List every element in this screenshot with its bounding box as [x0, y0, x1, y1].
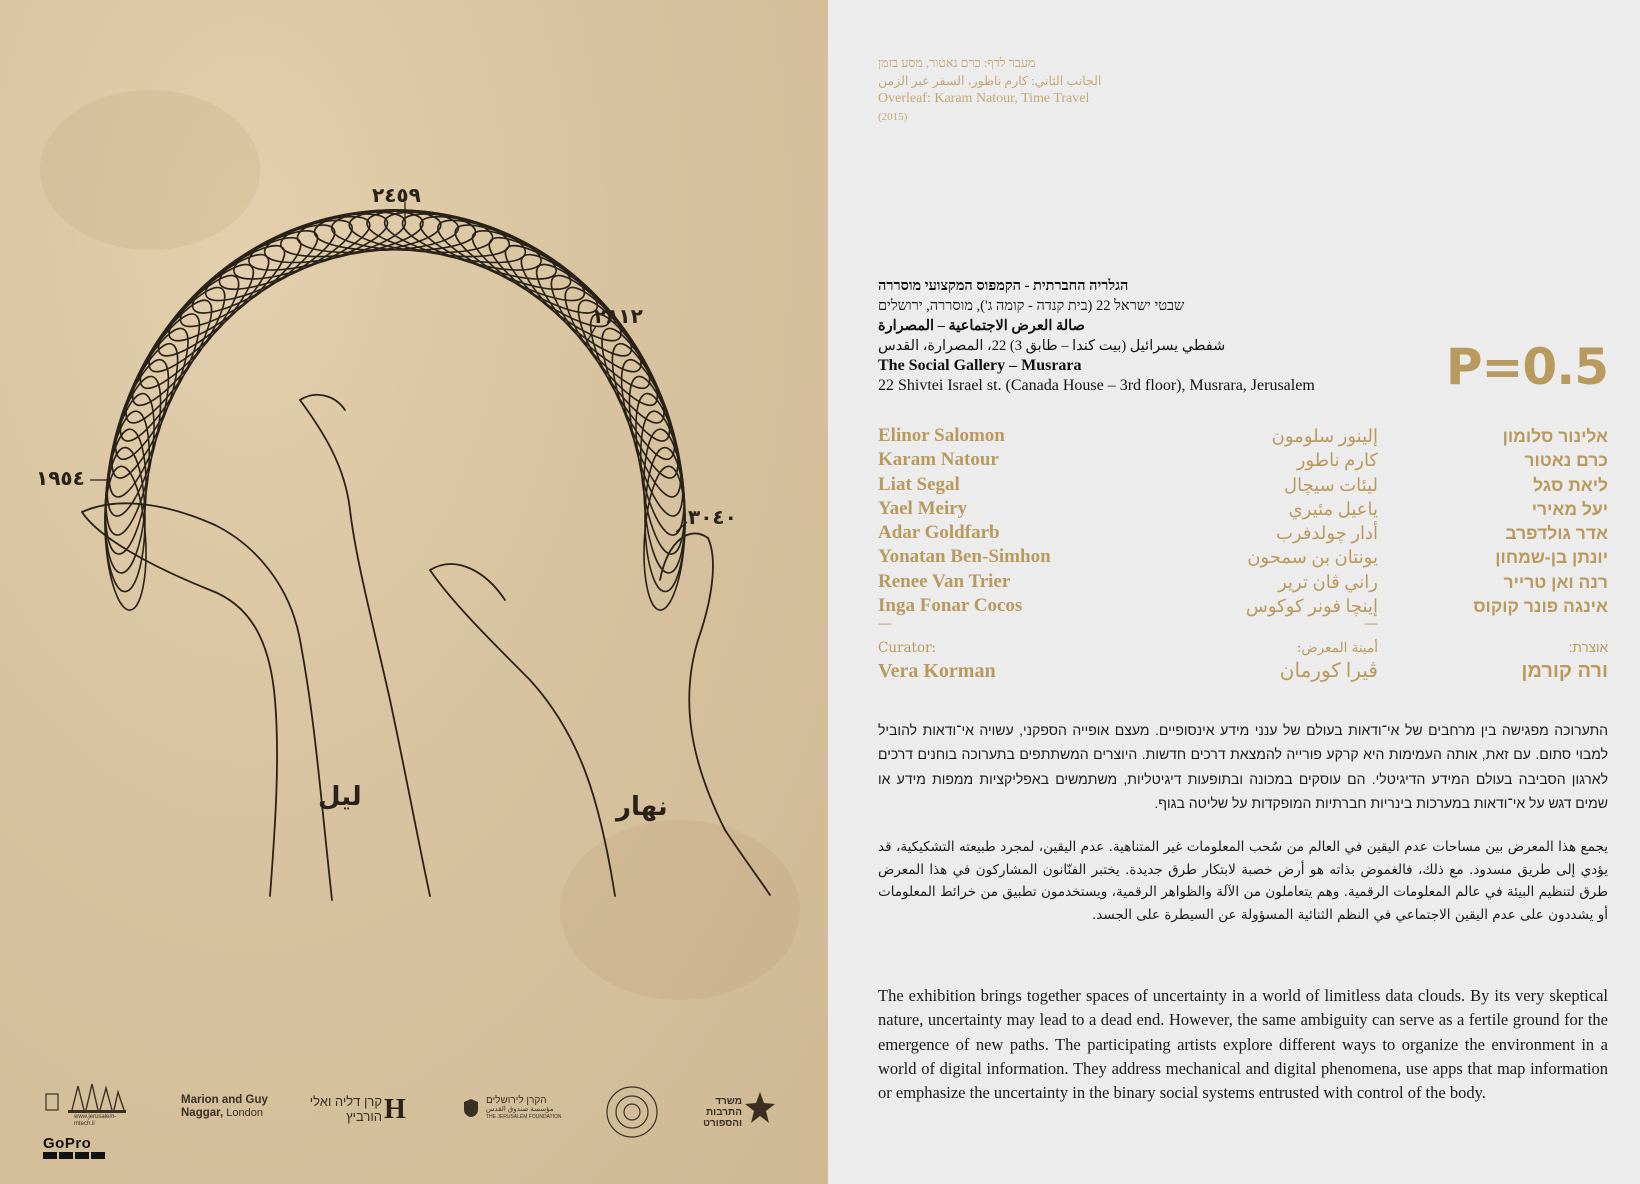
- label-right-upper: ٢٨١٢: [594, 304, 643, 328]
- slinky-coil: [113, 290, 225, 432]
- artist-he: יונתן בן-שמחון: [1495, 547, 1608, 568]
- artists-ar: [1188, 424, 1378, 684]
- gopro-bar-icon: [43, 1152, 105, 1159]
- artist-en: Karam Natour: [878, 449, 999, 471]
- slinky-coil: [147, 242, 281, 368]
- slinky-coil: [96, 371, 171, 520]
- artist-en: Elinor Salomon: [878, 425, 1005, 446]
- slinky-coil: [183, 217, 327, 326]
- sponsor-ministry-line2: התרבות: [706, 1107, 742, 1118]
- slinky-coil: [170, 225, 311, 340]
- curator-label-en: Curator:: [878, 640, 937, 657]
- sponsor-naggar-line1: Marion and Guy: [181, 1094, 268, 1106]
- description-he: התערוכה מפגישה בין מרחבים של אי־ודאות בעולם של ענני מידע אינסופיים. מעצם אופייה הספקני, עשויה אי־ודאות להוביל למבוי סתום. עם זאת, אותה העמימות היא קרקע פורייה להמצאת דרכים חדשות. היוצרים המשתתפים בתערוכה בוחנים דרכים לארגון הסביבה בעולם המידע הדיגיטלי. הם עוסקים במכונה ובתופעות דיגיטליות, משתמשים באפליקציות ממפות מידע או שמים דגש על אי־ודאות במערכות בינריות חברתיות המופקדות על שליטה בגוף.: [878, 722, 1608, 811]
- overleaf-ar: الجانب الثاني: كارم ناطور، السفر عبر الزمن: [878, 74, 1102, 88]
- foundation-seal-icon: [604, 1084, 660, 1140]
- divider: —: [1364, 616, 1378, 633]
- gopro-logo: GoPro: [43, 1135, 92, 1152]
- label-top: ٢٤٥٩: [372, 183, 421, 207]
- sponsor-ministry-line1: משרד: [715, 1096, 742, 1107]
- artist-ar: ياعيل مئيري: [1288, 498, 1378, 519]
- sponsor-horvitz: [308, 1094, 382, 1124]
- label-left: ١٩٥٤: [36, 466, 85, 490]
- curator-name-ar: ڤيرا كورمان: [1279, 660, 1378, 683]
- venue-block: [878, 276, 1418, 396]
- artists-block: [878, 424, 1608, 704]
- sponsor-jf-he: הקרן לירושלים: [486, 1095, 547, 1106]
- curator-label-he: אוצרת:: [1568, 640, 1608, 656]
- venue-he-name: הגלריה החברתית - הקמפוס המקצועי מוסררה: [878, 278, 1129, 294]
- artist-he: רנה ואן טרייר: [1503, 571, 1608, 592]
- artist-en: Yonatan Ben-Simhon: [878, 546, 1051, 568]
- slinky-coil: [627, 390, 694, 539]
- municipality-logo: [44, 1080, 134, 1127]
- overleaf-en: Overleaf: Karam Natour, Time Travel: [878, 91, 1090, 106]
- artists-en: [878, 424, 1138, 684]
- label-leaders: [90, 202, 687, 532]
- artist-ar: يونتان بن سمحون: [1247, 547, 1378, 568]
- sponsor-site: www.jerusalem-mtech.il: [74, 1114, 117, 1127]
- overleaf-caption: [878, 54, 1178, 126]
- artist-ar: راني ڤان ترير: [1278, 571, 1378, 592]
- curator-name-he: ורה קורמן: [1521, 660, 1608, 683]
- slinky-coil: [158, 233, 296, 354]
- artist-ar: كارم ناطور: [1296, 450, 1378, 471]
- sponsor-jf-ar: مؤسسة صندوق القدس: [486, 1106, 554, 1113]
- venue-en-address: 22 Shivtei Israel st. (Canada House – 3rd floor), Musrara, Jerusalem: [878, 377, 1315, 394]
- venue-ar-name: صالة العرض الاجتماعية – المصرارة: [878, 318, 1085, 334]
- artist-he: יעל מאירי: [1531, 498, 1608, 519]
- divider-spacer: [1418, 618, 1608, 632]
- artist-ar: إينچا فونر كوكوس: [1245, 596, 1378, 617]
- slinky-coil: [494, 233, 632, 354]
- slinky-coil: [539, 264, 663, 400]
- artist-en: Adar Goldfarb: [878, 522, 1000, 544]
- venue-ar-address: شفطي يسرائيل (بيت كندا – طابق 3) 22، المصرارة، القدس: [878, 338, 1226, 354]
- artist-he: אדר גולדפרב: [1505, 523, 1608, 544]
- overleaf-year: (2015): [878, 111, 908, 123]
- curator-label-ar: أمينة المعرض:: [1296, 640, 1378, 657]
- label-day: نهار: [616, 792, 668, 822]
- slinky-coil: [430, 207, 578, 302]
- info-panel: [828, 0, 1640, 1184]
- jerusalem-foundation-icon: [462, 1098, 480, 1118]
- slinky-coil: [414, 204, 563, 291]
- ministry-star-icon: [744, 1090, 776, 1126]
- venue-he-address: שבטי ישראל 22 (בית קנדה - קומה ג'), מוסררה, ירושלים: [878, 298, 1185, 314]
- description-ar: يجمع هذا المعرض بين مساحات عدم اليقين في العالم من سُحب المعلومات غير المتناهية. عدم اليقين، لمجرد طبيعته التشكيكية، قد يؤدي إلى طريق مسدود. مع ذلك، فالغموض بذاته هو أرض خصبة لابتكار طرق جديدة. يختبر الفنّانون المشاركون في هذا المعرض طرق لتنظيم البيئة في عالم المعلومات الرقمية. وهم يتعاملون من الآلة والظواهر الرقمية، ويستخدمون تطبيق من خرائط المعلومات أو يشددون على عدم اليقين الاجتماعي في النظم الثنائية المسؤولة عن السيطرة على الجسد.: [878, 839, 1608, 923]
- jerusalem-foundation-logo: [462, 1096, 562, 1124]
- artist-he: אינגה פונר קוקוס: [1473, 596, 1608, 617]
- slinky-coil: [128, 264, 252, 400]
- artist-en: Renee Van Trier: [878, 570, 1011, 592]
- sponsor-horvitz-line1: קרן דליה ואלי: [309, 1094, 382, 1109]
- slinky-coil: [197, 212, 343, 314]
- sponsor-horvitz-line2: הורביץ: [346, 1109, 382, 1124]
- artist-he: ליאת סגל: [1533, 474, 1608, 495]
- artist-ar: إلينور سلومون: [1271, 426, 1378, 446]
- label-right: ٣٠٤٠: [688, 505, 737, 529]
- overleaf-he: מעבר לדף: כרם נאטור, מסע בזמן: [878, 56, 1036, 70]
- artist-en: Yael Meiry: [878, 497, 968, 519]
- exhibition-title: P=0.5: [1445, 338, 1608, 396]
- slinky-coil: [364, 202, 513, 265]
- hands: [82, 395, 770, 900]
- sponsor-ministry: [703, 1096, 742, 1129]
- artist-en: Inga Fonar Cocos: [878, 595, 1023, 617]
- slinky-coil: [463, 217, 607, 326]
- slinky-coil: [447, 212, 593, 314]
- artist-ar: ليئات سيچال: [1284, 474, 1378, 495]
- artists-he: [1418, 424, 1608, 684]
- slinky-coil: [589, 320, 688, 467]
- slinky-coil: [102, 320, 201, 467]
- artist-he: אלינור סלומון: [1502, 426, 1608, 446]
- horvitz-h-logo-icon: H: [384, 1094, 406, 1125]
- sponsor-naggar-line2: Naggar,: [181, 1107, 224, 1119]
- artist-he: כרם נאטור: [1524, 450, 1608, 471]
- slinky-coil: [105, 448, 145, 592]
- slinky-coil: [212, 207, 360, 302]
- sponsor-jf-en: THE JERUSALEM FOUNDATION: [486, 1114, 562, 1120]
- artist-ar: أدار چولدفرب: [1275, 523, 1378, 544]
- divider: —: [878, 616, 892, 633]
- slinky-coils: [96, 202, 694, 611]
- sponsor-ministry-line3: והספורט: [703, 1118, 742, 1129]
- sponsor-naggar-city: London: [226, 1107, 263, 1119]
- venue-en-name: The Social Gallery – Musrara: [878, 357, 1082, 374]
- artist-en: Liat Segal: [878, 473, 960, 495]
- slinky-coil: [137, 252, 266, 383]
- description-en: The exhibition brings together spaces of uncertainty in a world of limitless data clouds. By its very skeptical nature, uncertainty may lead to a dead end. However, the same ambiguity can serve as a fertile ground for the emergence of new paths. The participating artists explore different ways to organize the environment in a world of digital information. They address mechanical and digital phenomena, use apps that map information or emphasize the uncertainty in the binary social systems entrusted with control of the body.: [878, 986, 1608, 1103]
- slinky-coil: [243, 202, 392, 281]
- curator-name-en: Vera Korman: [878, 660, 996, 683]
- slinky-coil: [645, 448, 685, 592]
- slinky-coil: [618, 371, 693, 520]
- sponsor-naggar: [181, 1094, 268, 1120]
- label-night: ليل: [318, 782, 362, 812]
